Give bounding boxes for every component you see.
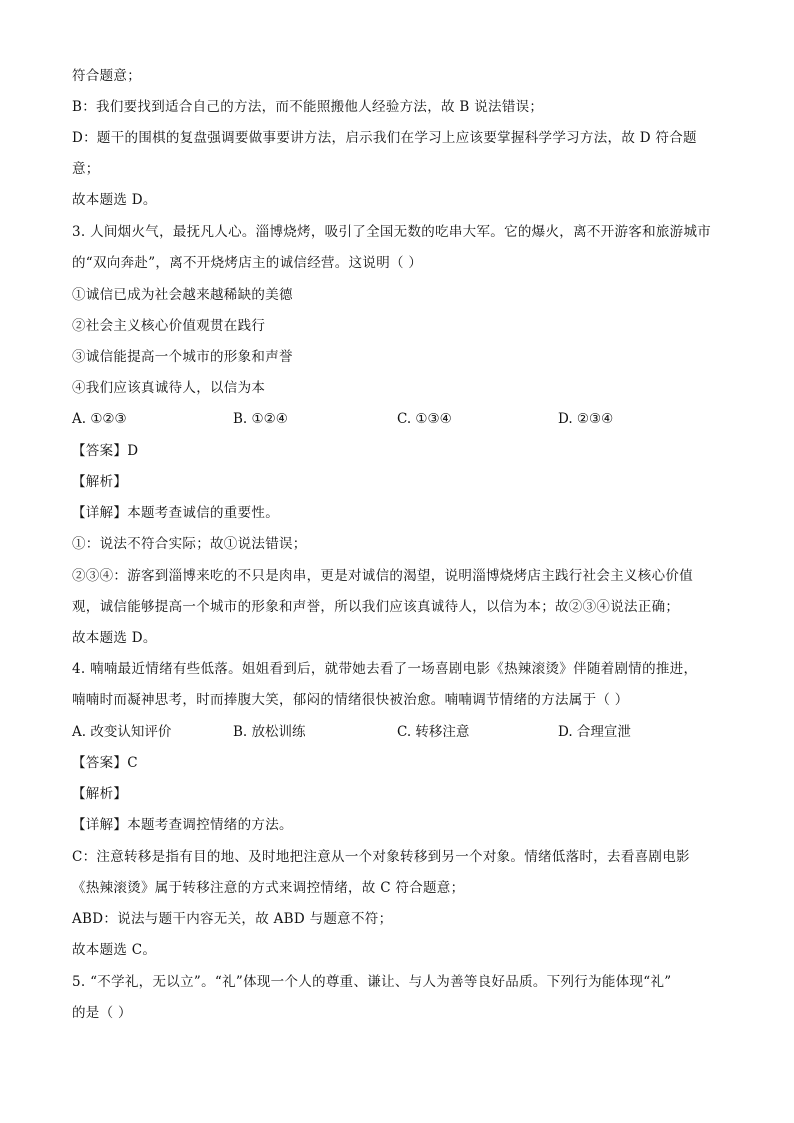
option-b: B. 放松训练 <box>233 724 306 740</box>
explanation-line: C：注意转移是指有目的地、及时地把注意从一个对象转移到另一个对象。情绪低落时，去看喜剧电影 <box>72 849 690 865</box>
text-line: 意； <box>72 161 100 177</box>
question-3-statement: ④我们应该真诚待人，以信为本 <box>72 380 266 396</box>
option-c: C. 转移注意 <box>397 724 470 740</box>
option-d: D. 合理宣泄 <box>558 724 631 740</box>
question-4-stem: 喃喃时而凝神思考，时而捧腹大笑，郁闷的情绪很快被治愈。喃喃调节情绪的方法属于（ ） <box>72 692 629 708</box>
option-b: B. ①②④ <box>233 411 288 427</box>
answer-label: 【答案】C <box>72 755 138 771</box>
explanation-line: 【详解】本题考查诚信的重要性。 <box>72 505 279 521</box>
question-3-options <box>72 409 722 429</box>
analysis-label: 【解析】 <box>72 786 128 802</box>
explanation-line: ②③④：游客到淄博来吃的不只是肉串，更是对诚信的渴望，说明淄博烧烤店主践行社会主义核心价值 <box>72 568 693 584</box>
question-3-stem: 的“双向奔赴”，离不开烧烤店主的诚信经营。这说明（ ） <box>72 255 423 271</box>
question-4-stem: 4. 喃喃最近情绪有些低落。姐姐看到后，就带她去看了一场喜剧电影《热辣滚烫》伴随着剧情的推进， <box>72 661 698 677</box>
answer-label: 【答案】D <box>72 443 139 459</box>
option-c: C. ①③④ <box>397 411 452 427</box>
explanation-line: ABD：说法与题干内容无关，故 ABD 与题意不符； <box>72 911 393 927</box>
question-3-statement: ②社会主义核心价值观贯在践行 <box>72 318 266 334</box>
explanation-line: 【详解】本题考查调控情绪的方法。 <box>72 817 293 833</box>
explanation-line: 故本题选 D。 <box>72 630 157 646</box>
question-4-options <box>72 722 722 742</box>
explanation-line: 故本题选 C。 <box>72 942 157 958</box>
question-3-statement: ③诚信能提高一个城市的形象和声誉 <box>72 349 293 365</box>
analysis-label: 【解析】 <box>72 474 128 490</box>
question-5-stem: 的是（ ） <box>72 1005 132 1021</box>
text-line: 符合题意； <box>72 68 141 84</box>
explanation-line: 观，诚信能够提高一个城市的形象和声誉，所以我们应该真诚待人，以信为本；故②③④说法正确； <box>72 599 680 615</box>
question-5-stem: 5. “不学礼，无以立”。“礼”体现一个人的尊重、谦让、与人为善等良好品质。下列行为能体现“礼” <box>72 974 672 990</box>
option-a: A. ①②③ <box>72 411 127 427</box>
question-3-stem: 3. 人间烟火气，最抚凡人心。淄博烧烤，吸引了全国无数的吃串大军。它的爆火，离不开游客和旅游城市 <box>72 224 712 240</box>
explanation-line: 《热辣滚烫》属于转移注意的方式来调控情绪，故 C 符合题意； <box>72 880 465 896</box>
text-line: D：题干的围棋的复盘强调要做事要讲方法，启示我们在学习上应该要掌握科学学习方法，故 D 符合题 <box>72 130 697 146</box>
text-line: B：我们要找到适合自己的方法，而不能照搬他人经验方法，故 B 说法错误； <box>72 99 544 115</box>
option-a: A. 改变认知评价 <box>72 724 172 740</box>
question-3-statement: ①诚信已成为社会越来越稀缺的美德 <box>72 287 293 303</box>
text-line: 故本题选 D。 <box>72 192 157 208</box>
explanation-line: ①：说法不符合实际；故①说法错误； <box>72 536 307 552</box>
option-d: D. ②③④ <box>558 411 614 427</box>
